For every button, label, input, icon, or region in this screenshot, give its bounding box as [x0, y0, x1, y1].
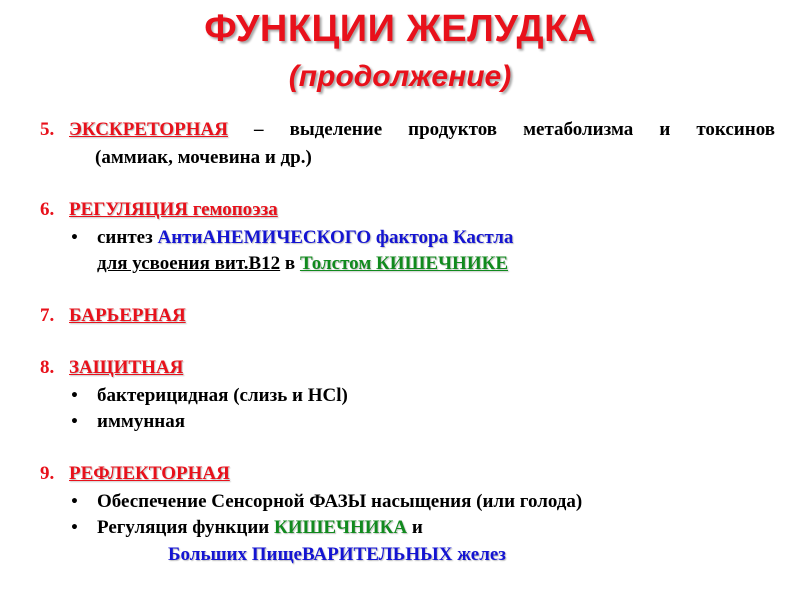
- bullet-text-suffix: и: [407, 517, 423, 538]
- item-number: 6.: [40, 199, 55, 220]
- b12-absorption-text: для усвоения вит.В12: [97, 253, 281, 274]
- bullet-icon: •: [70, 414, 79, 430]
- sub-bullet-continued: [97, 253, 508, 275]
- item-heading-excretory: ЭКСКРЕТОРНАЯ: [69, 119, 228, 140]
- item-number: 7.: [40, 305, 55, 326]
- large-intestine-highlight: Толстом КИШЕЧНИКЕ: [299, 253, 509, 274]
- item-description: – выделение продуктов метаболизма и токсинов: [228, 119, 775, 140]
- bullet-icon: •: [70, 388, 79, 404]
- bullet-text-prefix: синтез: [97, 227, 158, 248]
- bullet-icon: •: [70, 230, 79, 246]
- item-description-continued: (аммиак, мочевина и др.): [95, 147, 312, 168]
- bullet-text-prefix: Регуляция функции: [97, 517, 274, 538]
- bullet-text: Обеспечение Сенсорной ФАЗЫ насыщения (или голода): [97, 491, 583, 512]
- bullet-icon: •: [70, 520, 79, 536]
- castle-factor-highlight: АнтиАНЕМИЧЕСКОГО фактора Кастла: [157, 227, 514, 248]
- slide-subtitle: (продолжение): [288, 60, 512, 93]
- item-line: [69, 119, 775, 141]
- item-heading-protective: ЗАЩИТНАЯ: [69, 357, 184, 378]
- bullet-text: иммунная: [97, 411, 186, 432]
- item-heading-reflex: РЕФЛЕКТОРНАЯ: [69, 463, 230, 484]
- bullet-text: [97, 517, 423, 539]
- intestine-highlight: КИШЕЧНИКА: [273, 517, 408, 538]
- item-heading-barrier: БАРЬЕРНАЯ: [69, 305, 186, 326]
- bullet-icon: •: [70, 494, 79, 510]
- bullet-text: бактерицидная (слизь и HCl): [97, 385, 348, 406]
- slide-title: ФУНКЦИИ ЖЕЛУДКА: [204, 8, 596, 50]
- item-heading-hematopoiesis: РЕГУЛЯЦИЯ гемопоэза: [69, 199, 278, 220]
- bullet-text: [97, 227, 513, 249]
- item-number: 9.: [40, 463, 55, 484]
- item-number: 5.: [40, 119, 55, 140]
- digestive-glands-highlight: Больших ПищеВАРИТЕЛЬНЫХ желез: [168, 544, 506, 565]
- connector-text: в: [280, 253, 300, 274]
- item-number: 8.: [40, 357, 55, 378]
